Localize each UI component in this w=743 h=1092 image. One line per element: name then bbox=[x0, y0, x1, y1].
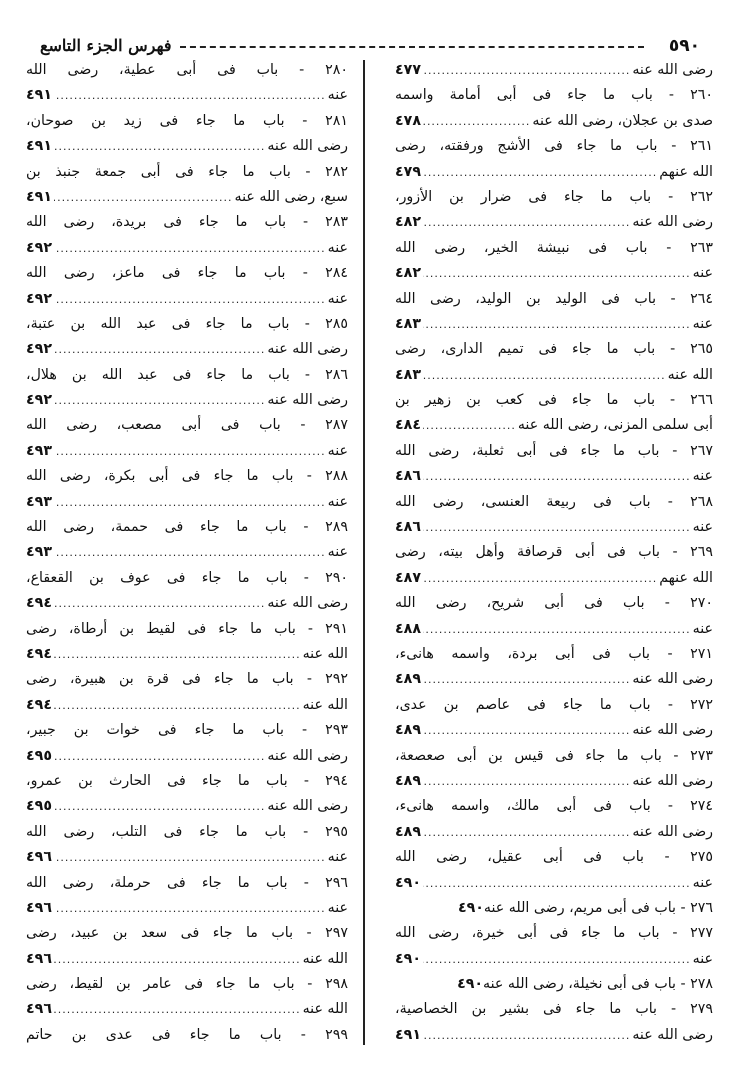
page-reference: ٤٨٩ bbox=[395, 823, 421, 840]
index-entry-heading: ٢٨٦ - باب ما جاء فى عبد الله بن هلال، bbox=[26, 366, 348, 383]
dot-leader bbox=[423, 210, 630, 235]
entry-text: رضى الله عنه bbox=[267, 747, 348, 764]
page-reference: ٤٨٣ bbox=[395, 315, 421, 332]
page-reference: ٤٨٦ bbox=[395, 468, 421, 485]
index-entry-heading: ٢٦٢ - باب ما جاء فى ضرار بن الأزور، bbox=[395, 188, 713, 205]
index-entry-page-ref bbox=[395, 718, 713, 743]
page-reference: ٤٨٨ bbox=[395, 620, 421, 637]
dot-leader bbox=[54, 287, 326, 312]
index-entry-inline bbox=[395, 972, 713, 997]
index-entry-page-ref bbox=[26, 947, 348, 972]
page-reference: ٤٩٣ bbox=[26, 493, 52, 510]
index-entry-heading: ٢٦٧ - باب ما جاء فى أبى ثعلبة، رضى الله bbox=[395, 442, 713, 459]
dot-leader bbox=[54, 794, 265, 819]
index-entry-page-ref bbox=[395, 109, 713, 134]
dot-leader bbox=[423, 617, 691, 642]
dot-leader bbox=[423, 160, 657, 185]
entry-text: عنه bbox=[692, 950, 713, 967]
page-reference: ٤٩٠ bbox=[457, 899, 484, 916]
dot-leader bbox=[423, 820, 630, 845]
page-reference: ٤٩٠ bbox=[457, 976, 484, 993]
index-entry-page-ref bbox=[395, 312, 713, 337]
entry-text: رضى الله عنه bbox=[267, 595, 348, 612]
page-reference: ٤٨٩ bbox=[395, 772, 421, 789]
page-reference: ٤٩١ bbox=[26, 138, 52, 155]
index-entry-heading: ٢٩٦ - باب ما جاء فى حرملة، رضى الله bbox=[26, 874, 348, 891]
index-entry-page-ref bbox=[26, 490, 348, 515]
entry-text: الله عنه bbox=[302, 696, 348, 713]
entry-text: رضى الله عنه bbox=[267, 341, 348, 358]
entry-text: عنه bbox=[327, 899, 348, 916]
page-reference: ٤٩٦ bbox=[26, 1001, 52, 1018]
dot-leader bbox=[423, 947, 691, 972]
index-entry-page-ref bbox=[26, 439, 348, 464]
page-reference: ٤٨٣ bbox=[395, 366, 421, 383]
index-entry-page-ref bbox=[26, 794, 348, 819]
index-entry-heading: ٢٧٤ - باب فى أبى مالك، واسمه هانىء، bbox=[395, 798, 713, 815]
dot-leader bbox=[54, 591, 265, 616]
page-reference: ٤٨٦ bbox=[395, 519, 421, 536]
index-entry-heading: ٢٩١ - باب ما جاء فى لقيط بن أرطاة، رضى bbox=[26, 620, 348, 637]
dot-leader bbox=[54, 83, 326, 108]
dot-leader bbox=[54, 439, 326, 464]
entry-text: رضى الله عنه bbox=[632, 671, 713, 688]
entry-text: عنه bbox=[327, 849, 348, 866]
index-entry-heading: ٢٨٤ - باب ما جاء فى ماعز، رضى الله bbox=[26, 265, 348, 282]
dot-leader bbox=[54, 134, 265, 159]
dot-leader bbox=[54, 388, 265, 413]
page-reference: ٤٩٥ bbox=[26, 798, 52, 815]
entry-text: رضى الله عنه bbox=[632, 722, 713, 739]
page-reference: ٤٩٢ bbox=[26, 392, 52, 409]
page-reference: ٤٧٩ bbox=[395, 163, 421, 180]
index-entry-heading: ٢٨٨ - باب ما جاء فى أبى بكرة، رضى الله bbox=[26, 468, 348, 485]
index-entry-inline bbox=[395, 896, 713, 921]
dot-leader bbox=[423, 109, 530, 134]
index-entry-page-ref bbox=[26, 693, 348, 718]
entry-text: رضى الله عنه bbox=[632, 62, 713, 78]
dot-leader bbox=[54, 185, 233, 210]
page-number: ٥٩٠ bbox=[668, 36, 700, 56]
index-entry-heading: ٢٨٥ - باب ما جاء فى عبد الله بن عتبة، bbox=[26, 315, 348, 332]
page-reference: ٤٩٣ bbox=[26, 544, 52, 561]
index-column-left bbox=[26, 58, 348, 1048]
index-entry-page-ref bbox=[26, 845, 348, 870]
index-entry-page-ref bbox=[395, 566, 713, 591]
page-reference: ٤٩٣ bbox=[26, 442, 52, 459]
index-entry-heading: ٢٨١ - باب ما جاء فى زيد بن صوحان، bbox=[26, 112, 348, 129]
index-entry-heading: ٢٦٣ - باب فى نبيشة الخير، رضى الله bbox=[395, 239, 713, 256]
index-entry-heading: ٢٩٥ - باب ما جاء فى التلب، رضى الله bbox=[26, 823, 348, 840]
dot-leader bbox=[54, 693, 301, 718]
entry-text: عنه bbox=[692, 519, 713, 536]
page-reference: ٤٩٦ bbox=[26, 899, 52, 916]
dot-leader bbox=[54, 947, 301, 972]
entry-text: الله عنه bbox=[302, 645, 348, 662]
index-entry-heading: ٢٧٧ - باب ما جاء فى أبى خيرة، رضى الله bbox=[395, 925, 713, 942]
index-entry-page-ref bbox=[26, 236, 348, 261]
entry-text: عنه bbox=[327, 290, 348, 307]
index-entry-page-ref bbox=[26, 744, 348, 769]
index-entry-page-ref bbox=[395, 363, 713, 388]
dot-leader bbox=[54, 490, 326, 515]
entry-text: عنه bbox=[692, 315, 713, 332]
index-entry-heading: ٢٨٧ - باب فى أبى مصعب، رضى الله bbox=[26, 417, 348, 434]
page-reference: ٤٨٩ bbox=[395, 722, 421, 739]
entry-text: رضى الله عنه bbox=[267, 138, 348, 155]
entry-text: سبع، رضى الله عنه bbox=[234, 188, 348, 205]
index-entry-heading: ٢٦٩ - باب فى أبى قرصافة وأهل بيته، رضى bbox=[395, 544, 713, 561]
index-entry-heading: ٢٧٥ - باب فى أبى عقيل، رضى الله bbox=[395, 849, 713, 866]
entry-text: ٢٧٨ - باب فى أبى نخيلة، رضى الله عنه bbox=[483, 976, 713, 993]
entry-text: الله عنه bbox=[302, 1001, 348, 1018]
index-entry-heading: ٢٦٥ - باب ما جاء فى تميم الدارى، رضى bbox=[395, 341, 713, 358]
header-dashed-rule bbox=[180, 46, 644, 48]
page-reference: ٤٩٦ bbox=[26, 849, 52, 866]
index-entry-page-ref bbox=[26, 896, 348, 921]
dot-leader bbox=[423, 363, 666, 388]
index-entry-heading: ٢٩٣ - باب ما جاء فى خوات بن جبير، bbox=[26, 722, 348, 739]
dot-leader bbox=[54, 896, 326, 921]
index-entry-page-ref bbox=[26, 185, 348, 210]
page-reference: ٤٨٩ bbox=[395, 671, 421, 688]
dot-leader bbox=[54, 845, 326, 870]
index-entry-page-ref bbox=[395, 947, 713, 972]
index-entry-heading: ٢٩٩ - باب ما جاء فى عدى بن حاتم bbox=[26, 1026, 348, 1043]
dot-leader bbox=[423, 871, 691, 896]
index-entry-heading: ٢٧٠ - باب فى أبى شريح، رضى الله bbox=[395, 595, 713, 612]
index-entry-page-ref bbox=[395, 769, 713, 794]
page-reference: ٤٧٨ bbox=[395, 112, 421, 129]
page-reference: ٤٩٢ bbox=[26, 290, 52, 307]
dot-leader bbox=[54, 337, 265, 362]
entry-text: الله عنهم bbox=[659, 569, 713, 586]
index-entry-heading: ٢٦٦ - باب ما جاء فى كعب بن زهير بن bbox=[395, 392, 713, 409]
index-entry-heading: ٢٨٠ - باب فى أبى عطية، رضى الله bbox=[26, 62, 348, 78]
index-entry-heading: ٢٧٢ - باب ما جاء فى عاصم بن عدى، bbox=[395, 696, 713, 713]
page-reference: ٤٩٢ bbox=[26, 341, 52, 358]
dot-leader bbox=[423, 769, 630, 794]
dot-leader bbox=[54, 744, 265, 769]
index-entry-heading: ٢٨٣ - باب ما جاء فى بريدة، رضى الله bbox=[26, 214, 348, 231]
page-reference: ٤٨٧ bbox=[395, 569, 421, 586]
page-reference: ٤٩٦ bbox=[26, 950, 52, 967]
entry-text: صدى بن عجلان، رضى الله عنه bbox=[532, 112, 713, 129]
dot-leader bbox=[54, 997, 301, 1022]
index-entry-page-ref bbox=[395, 667, 713, 692]
dot-leader bbox=[423, 312, 691, 337]
index-entry-heading: ٢٦٨ - باب فى ربيعة العنسى، رضى الله bbox=[395, 493, 713, 510]
page-reference: ٤٩٢ bbox=[26, 239, 52, 256]
index-entry-page-ref bbox=[26, 591, 348, 616]
index-entry-page-ref bbox=[395, 820, 713, 845]
entry-text: رضى الله عنه bbox=[632, 823, 713, 840]
index-entry-heading: ٢٦٤ - باب فى الوليد بن الوليد، رضى الله bbox=[395, 290, 713, 307]
dot-leader bbox=[423, 667, 630, 692]
page-reference: ٤٩٤ bbox=[26, 645, 52, 662]
index-entry-page-ref bbox=[26, 642, 348, 667]
page-reference: ٤٨٤ bbox=[395, 417, 421, 434]
index-entry-page-ref bbox=[26, 540, 348, 565]
entry-text: عنه bbox=[327, 493, 348, 510]
index-entry-heading: ٢٧١ - باب فى أبى بردة، واسمه هانىء، bbox=[395, 645, 713, 662]
entry-text: عنه bbox=[327, 442, 348, 459]
index-entry-page-ref bbox=[395, 871, 713, 896]
index-entry-heading: ٢٧٩ - باب ما جاء فى بشير بن الخصاصية، bbox=[395, 1001, 713, 1018]
index-entry-heading: ٢٨٢ - باب ما جاء فى أبى جمعة جنبذ بن bbox=[26, 163, 348, 180]
page-reference: ٤٩٠ bbox=[395, 874, 421, 891]
page-reference: ٤٩١ bbox=[395, 1026, 421, 1043]
index-entry-heading: ٢٦١ - باب ما جاء فى الأشج ورفقته، رضى bbox=[395, 138, 713, 155]
entry-text: ٢٧٦ - باب فى أبى مريم، رضى الله عنه bbox=[483, 899, 713, 916]
page-reference: ٤٩٤ bbox=[26, 595, 52, 612]
index-entry-page-ref bbox=[26, 997, 348, 1022]
page-reference: ٤٨٢ bbox=[395, 214, 421, 231]
entry-text: عنه bbox=[692, 265, 713, 282]
entry-text: رضى الله عنه bbox=[267, 392, 348, 409]
page-reference: ٤٨٢ bbox=[395, 265, 421, 282]
entry-text: الله عنه bbox=[667, 366, 713, 383]
entry-text: عنه bbox=[327, 239, 348, 256]
page-reference: ٤٩١ bbox=[26, 188, 52, 205]
entry-text: أبى سلمى المزنى، رضى الله عنه bbox=[517, 417, 713, 434]
index-entry-page-ref bbox=[26, 83, 348, 108]
index-entry-heading: ٢٩٧ - باب ما جاء فى سعد بن عبيد، رضى bbox=[26, 925, 348, 942]
page-header bbox=[40, 35, 700, 57]
dot-leader bbox=[423, 58, 630, 83]
dot-leader bbox=[423, 413, 516, 438]
index-entry-heading: ٢٩٠ - باب ما جاء فى عوف بن القعقاع، bbox=[26, 569, 348, 586]
page-reference: ٤٩١ bbox=[26, 87, 52, 104]
entry-text: عنه bbox=[692, 620, 713, 637]
index-entry-page-ref bbox=[395, 464, 713, 489]
entry-text: رضى الله عنه bbox=[267, 798, 348, 815]
entry-text: رضى الله عنه bbox=[632, 772, 713, 789]
index-entry-page-ref bbox=[395, 413, 713, 438]
index-entry-heading: ٢٦٠ - باب ما جاء فى أبى أمامة واسمه bbox=[395, 87, 713, 104]
page-reference: ٤٩٥ bbox=[26, 747, 52, 764]
index-entry-page-ref bbox=[395, 515, 713, 540]
index-entry-heading: ٢٩٤ - باب ما جاء فى الحارث بن عمرو، bbox=[26, 772, 348, 789]
dot-leader bbox=[423, 261, 691, 286]
index-column-right bbox=[395, 58, 713, 1048]
dot-leader bbox=[54, 236, 326, 261]
entry-text: عنه bbox=[327, 87, 348, 104]
index-entry-heading: ٢٧٣ - باب ما جاء فى قيس بن أبى صعصعة، bbox=[395, 747, 713, 764]
index-entry-page-ref bbox=[26, 337, 348, 362]
index-entry-heading: ٢٩٨ - باب ما جاء فى عامر بن لقيط، رضى bbox=[26, 976, 348, 993]
page-reference: ٤٧٧ bbox=[395, 62, 421, 78]
page-reference: ٤٩٤ bbox=[26, 696, 52, 713]
page-reference: ٤٩٠ bbox=[395, 950, 421, 967]
entry-text: الله عنه bbox=[302, 950, 348, 967]
dot-leader bbox=[54, 540, 326, 565]
index-entry-page-ref bbox=[395, 1023, 713, 1048]
index-entry-page-ref bbox=[395, 210, 713, 235]
dot-leader bbox=[423, 718, 630, 743]
column-divider bbox=[363, 60, 365, 1045]
entry-text: رضى الله عنه bbox=[632, 214, 713, 231]
index-entry-page-ref bbox=[26, 287, 348, 312]
entry-text: رضى الله عنه bbox=[632, 1026, 713, 1043]
index-entry-heading: ٢٨٩ - باب ما جاء فى حممة، رضى الله bbox=[26, 519, 348, 536]
dot-leader bbox=[423, 1023, 630, 1048]
index-entry-page-ref bbox=[395, 617, 713, 642]
entry-text: الله عنهم bbox=[659, 163, 713, 180]
index-entry-page-ref bbox=[26, 388, 348, 413]
entry-text: عنه bbox=[692, 468, 713, 485]
dot-leader bbox=[54, 642, 301, 667]
index-entry-page-ref bbox=[395, 160, 713, 185]
dot-leader bbox=[423, 464, 691, 489]
dot-leader bbox=[423, 515, 691, 540]
running-title: فهرس الجزء التاسع bbox=[40, 36, 172, 55]
index-entry-page-ref bbox=[26, 134, 348, 159]
index-entry-page-ref bbox=[395, 261, 713, 286]
entry-text: عنه bbox=[327, 544, 348, 561]
dot-leader bbox=[423, 566, 657, 591]
index-entry-page-ref bbox=[395, 58, 713, 83]
entry-text: عنه bbox=[692, 874, 713, 891]
index-entry-heading: ٢٩٢ - باب ما جاء فى قرة بن هبيرة، رضى bbox=[26, 671, 348, 688]
